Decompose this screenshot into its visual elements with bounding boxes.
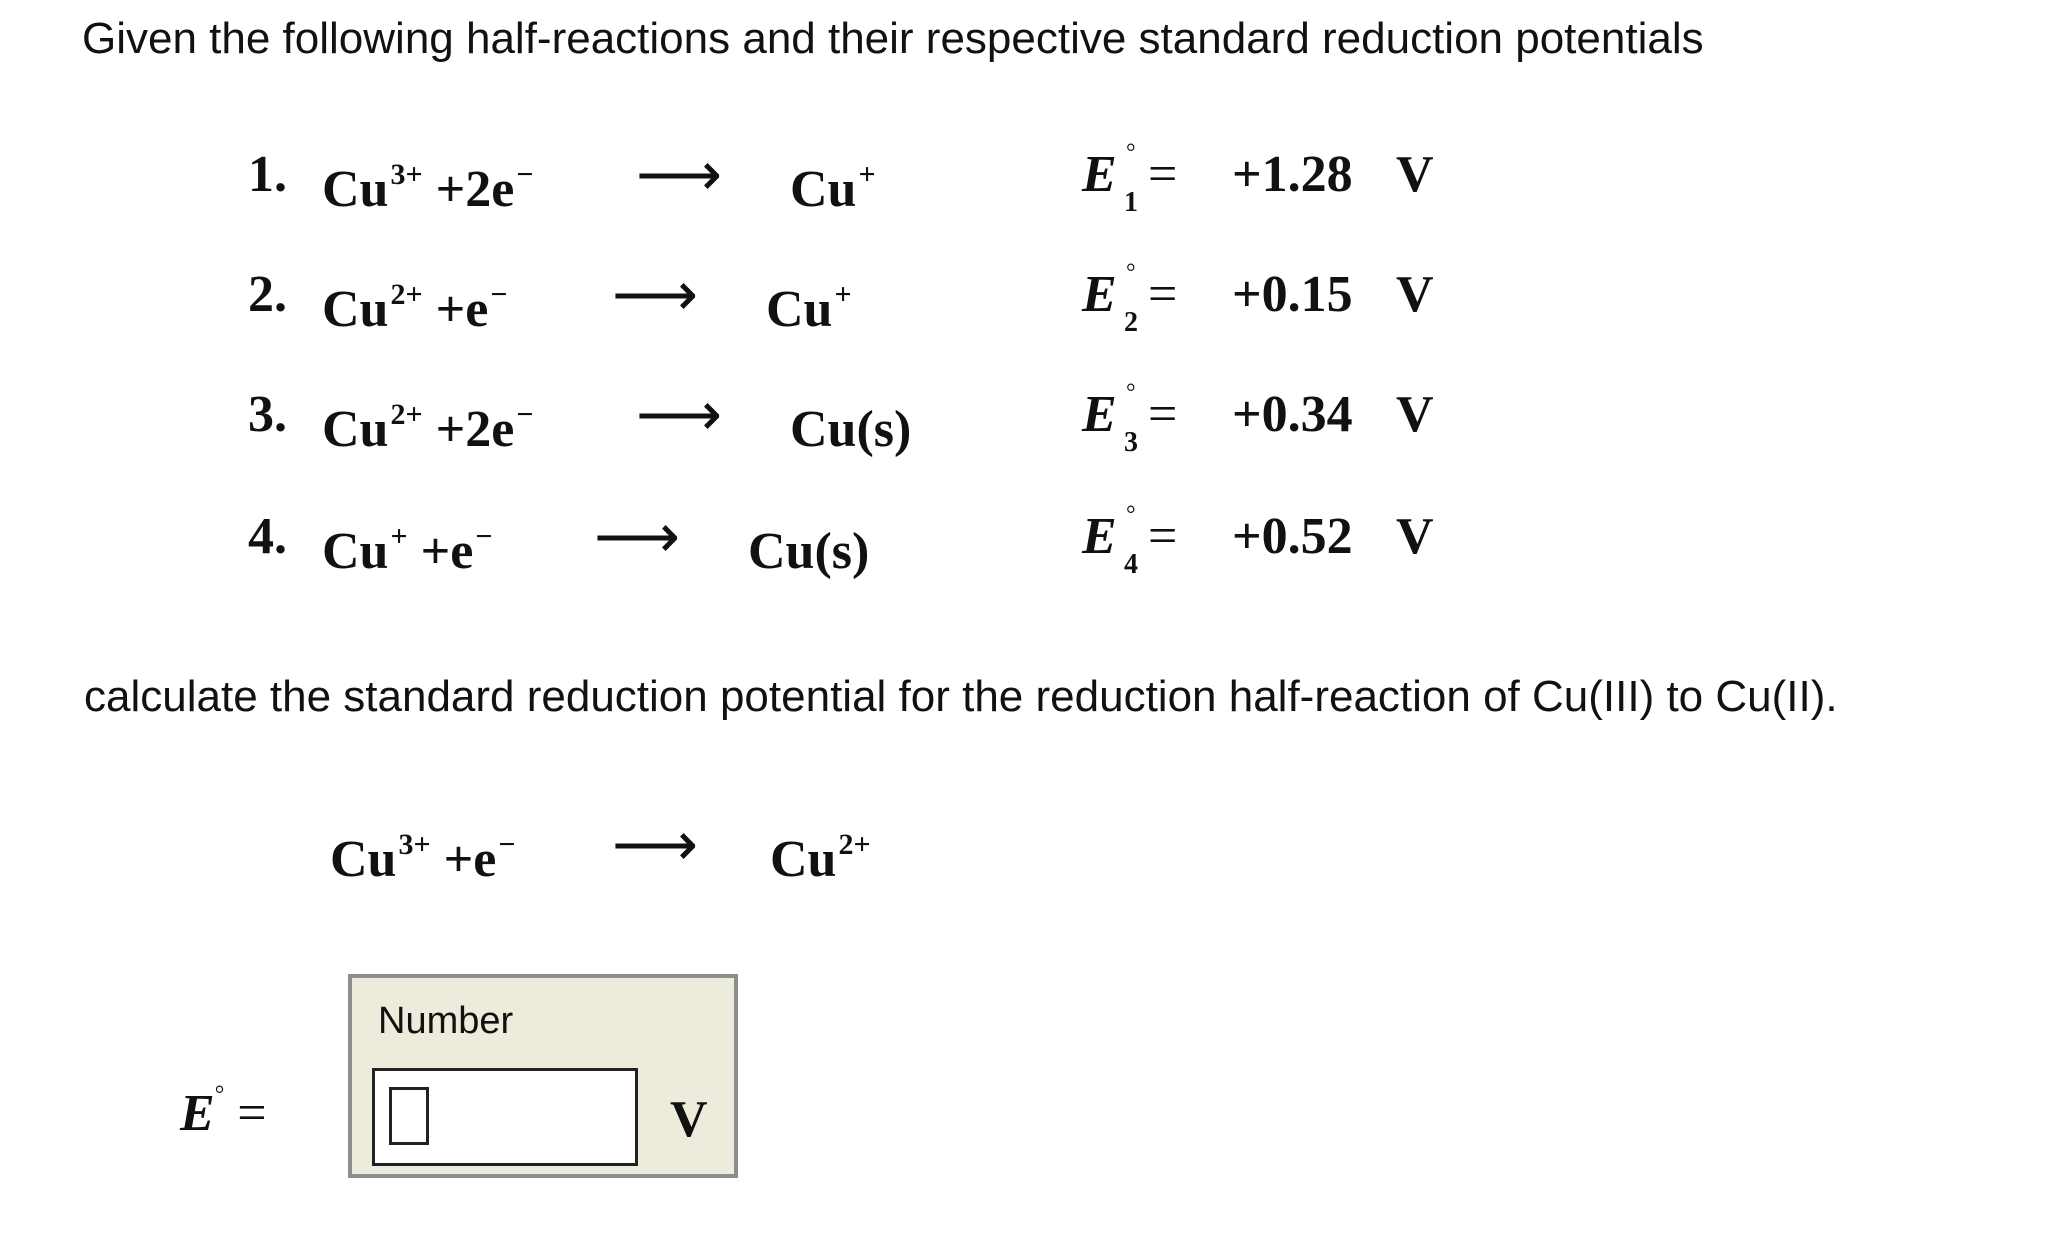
potential-value: +1.28 <box>1232 146 1353 203</box>
equals-sign: = <box>1148 508 1178 565</box>
answer-box <box>348 974 738 1178</box>
reaction-arrow: ⟶ <box>636 142 723 208</box>
reaction-rhs: Cu(s) <box>748 523 870 580</box>
reaction-number: 3. <box>248 386 287 443</box>
target-rhs: $Cu^{2+}$ <box>770 828 871 888</box>
potential-symbol: E ° 3 <box>1082 380 1138 458</box>
reaction-lhs: Cu+ +e− <box>322 520 493 580</box>
reaction-rhs: Cu+ <box>790 158 876 218</box>
potential-unit: V <box>1396 508 1434 565</box>
potential-symbol: E ° 2 <box>1082 260 1138 338</box>
reaction-arrow: ⟶ <box>594 504 681 570</box>
reaction-row <box>0 130 2046 220</box>
reaction-lhs: $Cu^{2+} +e^-$ <box>322 278 508 338</box>
equals-sign: = <box>1148 386 1178 443</box>
reaction-rhs: Cu(s) <box>790 401 912 458</box>
potential-value: +0.52 <box>1232 508 1353 565</box>
reaction-row <box>0 492 2046 582</box>
potential-unit: V <box>1396 146 1434 203</box>
reaction-arrow: ⟶ <box>612 812 699 878</box>
reaction-row <box>0 250 2046 340</box>
reaction-number: 2. <box>248 266 287 323</box>
reaction-number: 1. <box>248 146 287 203</box>
potential-unit: V <box>1396 386 1434 443</box>
reaction-row <box>0 370 2046 460</box>
reaction-number: 4. <box>248 508 287 565</box>
answer-number-input[interactable] <box>372 1068 638 1166</box>
input-cursor-placeholder <box>389 1087 429 1145</box>
reaction-lhs: $Cu^{3+} +2e^-$ <box>322 158 534 218</box>
answer-e-label: E° = <box>180 1082 267 1142</box>
reaction-arrow: ⟶ <box>612 262 699 328</box>
reaction-rhs: Cu+ <box>766 278 852 338</box>
potential-value: +0.15 <box>1232 266 1353 323</box>
reaction-arrow: ⟶ <box>636 382 723 448</box>
target-lhs: $Cu^{3+} +e^-$ <box>330 828 516 888</box>
reaction-lhs: $Cu^{2+} +2e^-$ <box>322 398 534 458</box>
potential-unit: V <box>1396 266 1434 323</box>
equals-sign: = <box>1148 266 1178 323</box>
prompt-text: calculate the standard reduction potential for the reduction half-reaction of Cu(III) to Cu(II). <box>84 672 1838 721</box>
potential-symbol: E ° 1 <box>1082 140 1138 218</box>
answer-box-title: Number <box>378 1000 514 1042</box>
potential-symbol: E ° 4 <box>1082 502 1138 580</box>
answer-unit: V <box>670 1091 708 1148</box>
equals-sign: = <box>1148 146 1178 203</box>
potential-value: +0.34 <box>1232 386 1353 443</box>
target-reaction <box>0 800 2046 890</box>
intro-text: Given the following half-reactions and their respective standard reduction potentials <box>82 14 1704 63</box>
